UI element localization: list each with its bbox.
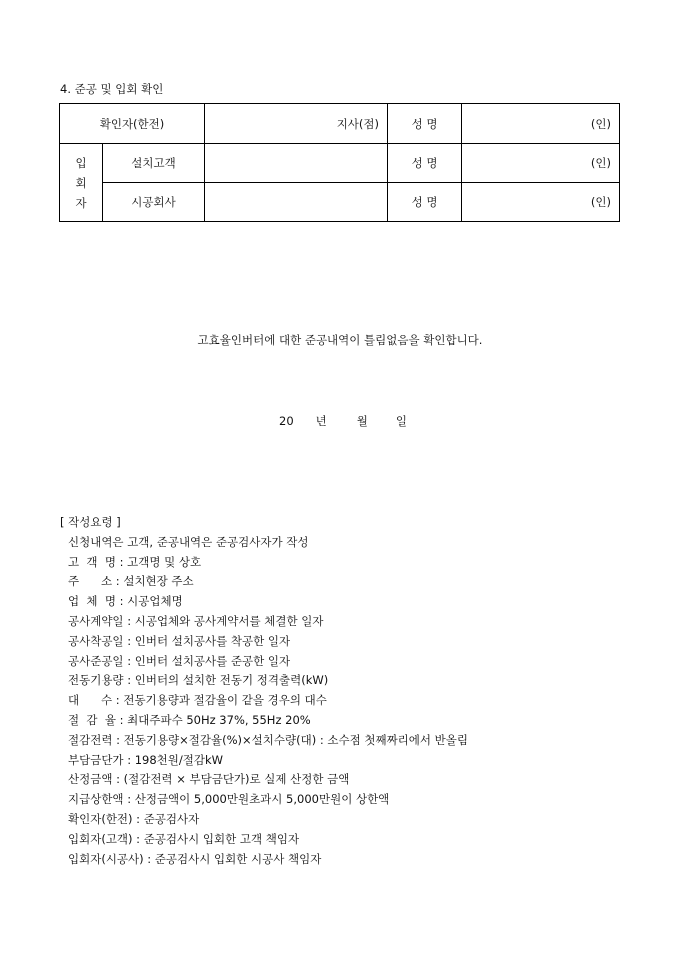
guide-line: 지급상한액 : 산정금액이 5,000만원초과시 5,000만원이 상한액 (68, 792, 390, 807)
confirmation-statement: 고효율인버터에 대한 준공내역이 틀림없음을 확인합니다. (197, 333, 483, 347)
section-title: 4. 준공 및 입회 확인 (60, 82, 164, 96)
guide-line: 신청내역은 고객, 준공내역은 준공검사자가 작성 (68, 534, 309, 549)
confirmation-table (59, 103, 620, 222)
seal-field[interactable]: (인) (462, 144, 620, 183)
witness-char: 회 (75, 175, 87, 190)
contractor-label: 시공회사 (103, 183, 205, 222)
date-year: 년 (315, 414, 327, 428)
guide-line: 고 객 명 : 고객명 및 상호 (68, 554, 202, 569)
name-label: 성 명 (388, 183, 462, 222)
seal-field[interactable]: (인) (462, 183, 620, 222)
guide-line: 입회자(시공사) : 준공검사시 입회한 시공사 책임자 (68, 851, 322, 866)
witness-group-label (60, 144, 103, 222)
guide-line: 대 수 : 전동기용량과 절감율이 같을 경우의 대수 (68, 693, 327, 708)
witness-char: 입 (75, 155, 87, 170)
date-year-prefix: 20 (279, 414, 294, 428)
guide-line: 산정금액 : (절감전력 × 부담금단가)로 실제 산정한 금액 (68, 772, 350, 787)
witness-row-customer (60, 144, 620, 183)
guide-line: 절 감 율 : 최대주파수 50Hz 37%, 55Hz 20% (68, 712, 311, 727)
branch-field[interactable]: 지사(점) (205, 104, 388, 144)
guide-title: [ 작성요령 ] (60, 515, 121, 529)
guide-line: 주 소 : 설치현장 주소 (68, 574, 194, 589)
guide-line: 공사착공일 : 인버터 설치공사를 착공한 일자 (68, 633, 291, 648)
guide-line: 부담금단가 : 198천원/절감kW (68, 752, 224, 767)
seal-field[interactable]: (인) (462, 104, 620, 144)
guide-line: 공사계약일 : 시공업체와 공사계약서를 체결한 일자 (68, 613, 324, 628)
guide-line: 업 체 명 : 시공업체명 (68, 594, 183, 609)
guide-line: 절감전력 : 전동기용량×절감율(%)×설치수량(대) : 소수점 첫째짜리에서 반올림 (68, 732, 468, 747)
date-line (279, 413, 407, 429)
confirmer-row (60, 104, 620, 144)
date-day: 일 (395, 414, 407, 428)
customer-label: 설치고객 (103, 144, 205, 183)
confirmer-label: 확인자(한전) (60, 104, 205, 144)
name-label: 성 명 (388, 144, 462, 183)
guide-line: 공사준공일 : 인버터 설치공사를 준공한 일자 (68, 653, 291, 668)
witness-char: 자 (75, 195, 87, 210)
name-label: 성 명 (388, 104, 462, 144)
witness-row-contractor (60, 183, 620, 222)
guide-line: 전동기용량 : 인버터의 설치한 전동기 정격출력(kW) (68, 673, 329, 688)
customer-field[interactable] (205, 144, 388, 183)
guide-line: 확인자(한전) : 준공검사자 (68, 811, 200, 826)
contractor-field[interactable] (205, 183, 388, 222)
guide-line: 입회자(고객) : 준공검사시 입회한 고객 책임자 (68, 831, 300, 846)
writing-guide (60, 513, 468, 869)
date-month: 월 (356, 414, 368, 428)
